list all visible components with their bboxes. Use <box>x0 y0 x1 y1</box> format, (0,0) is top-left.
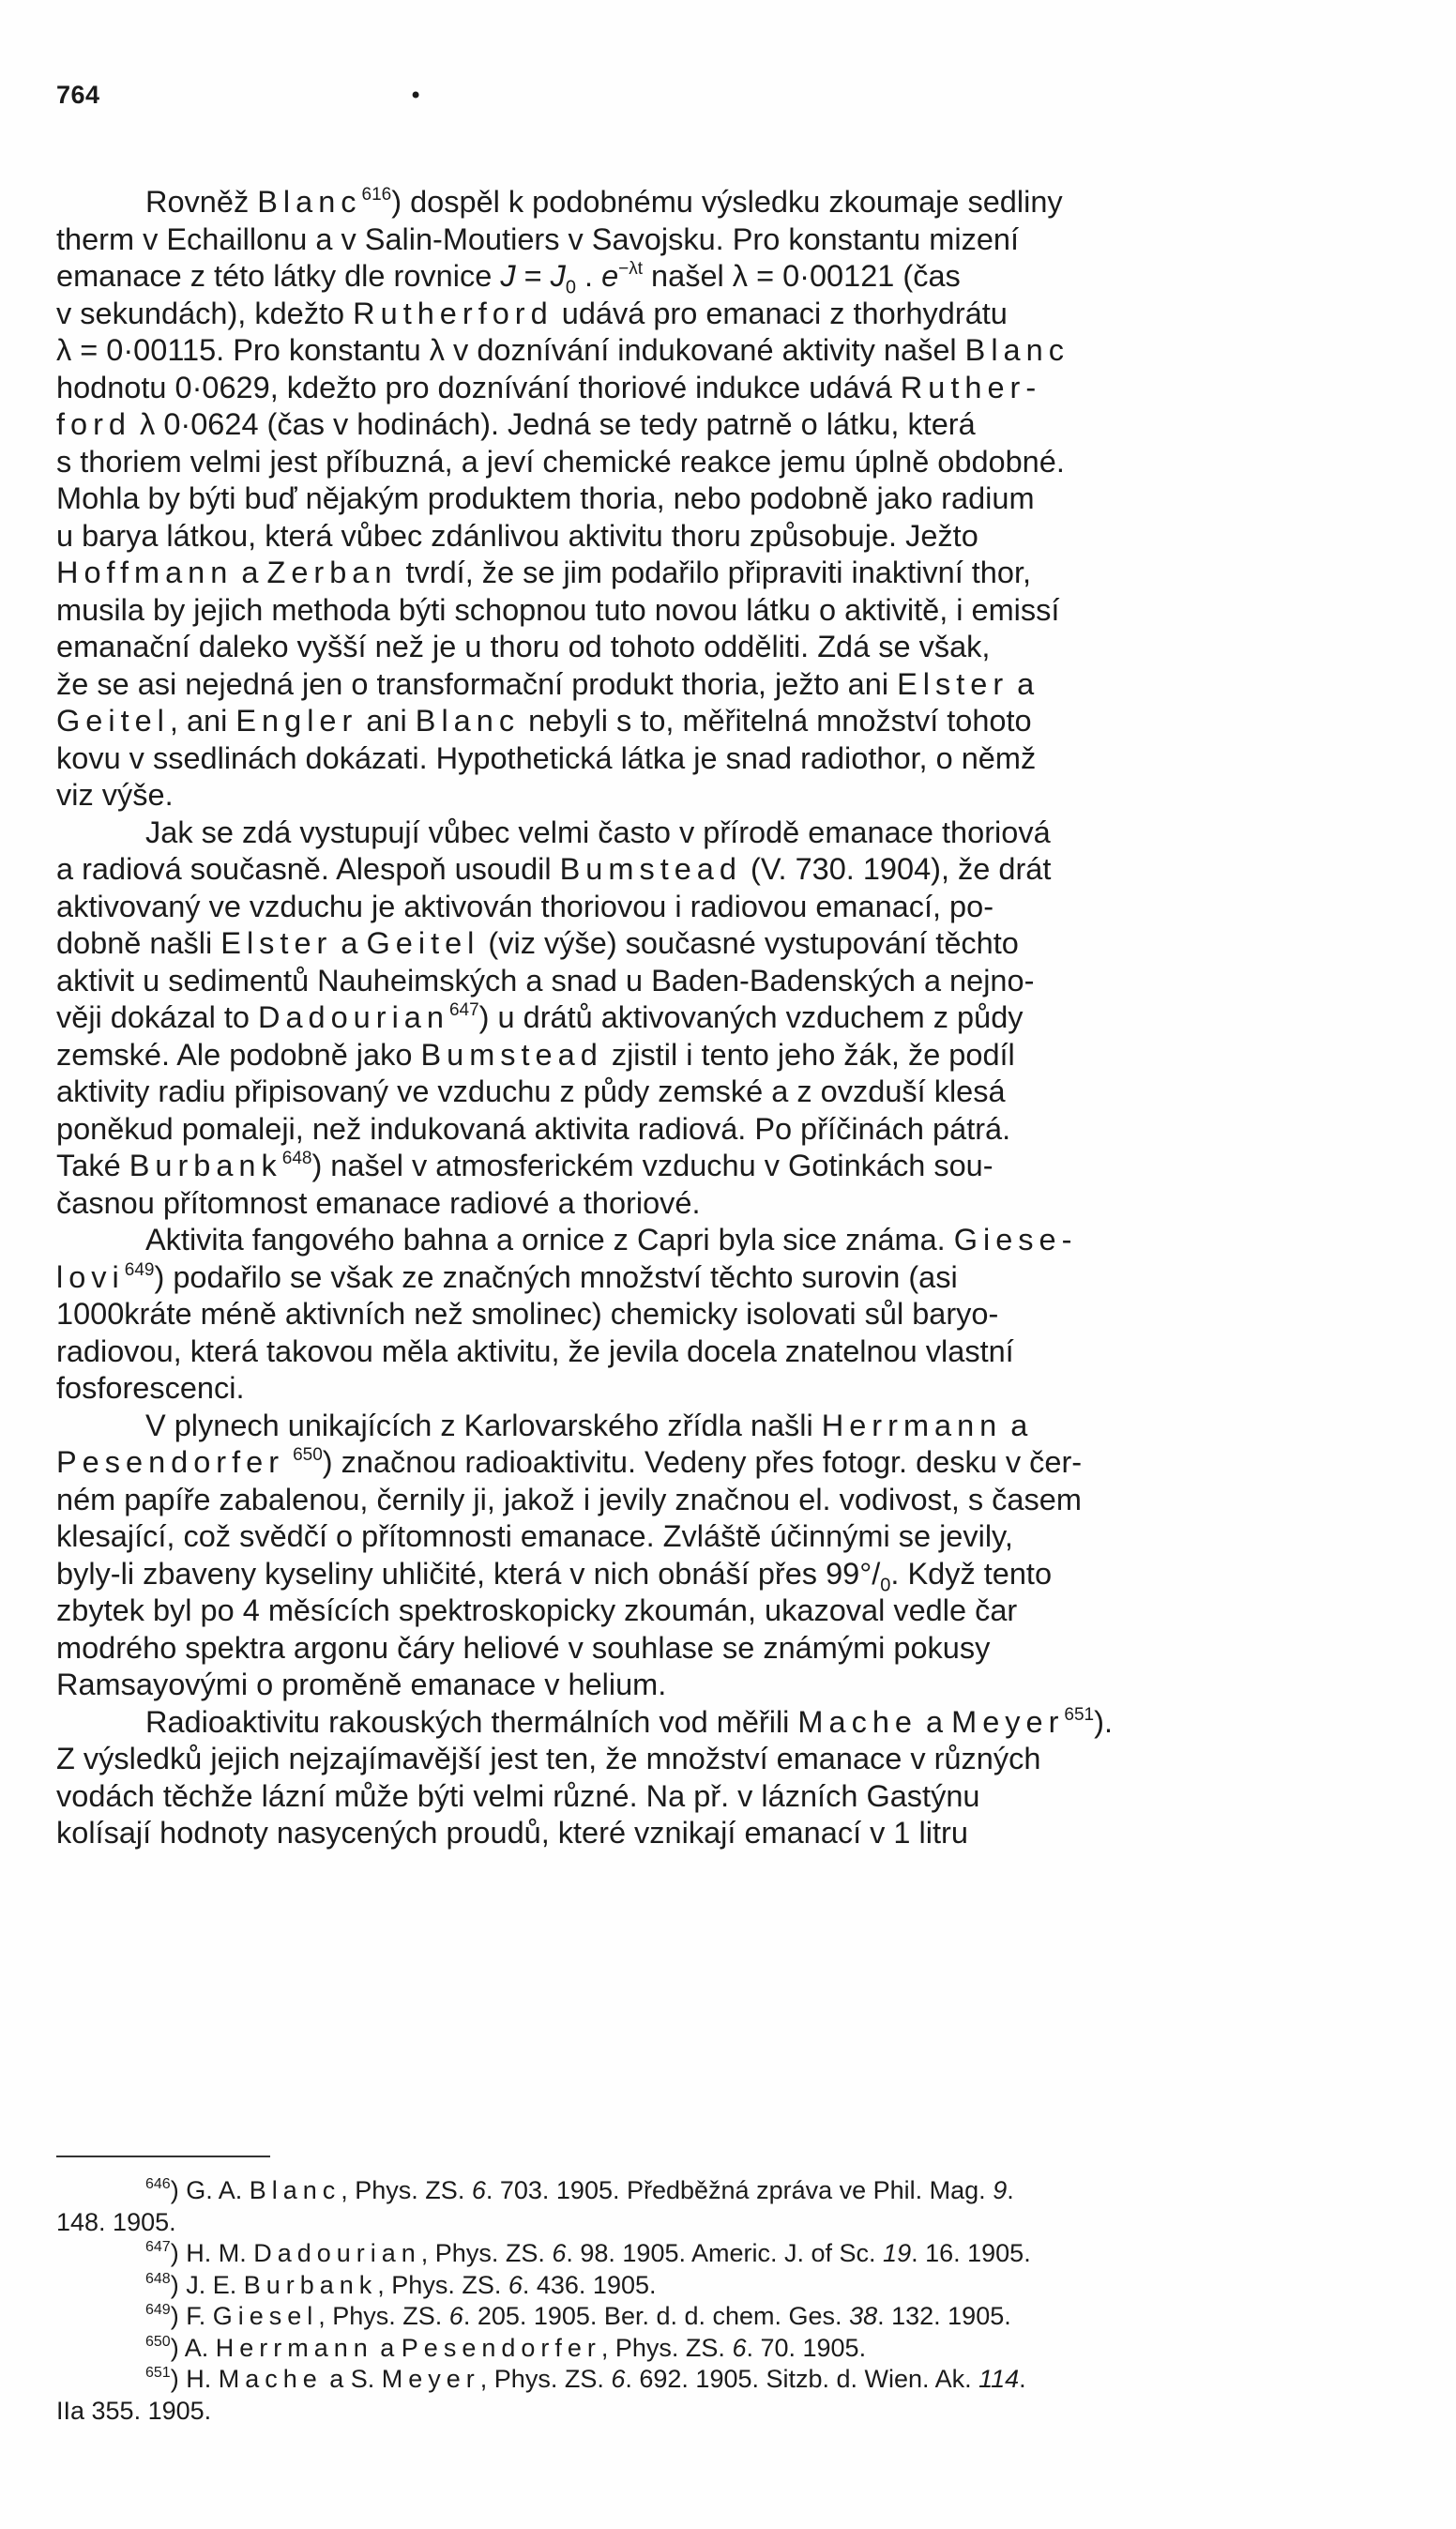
footnote-line: $^{646}$) G. A. Blanc, Phys. ZS. 6. 703. 1905. Předběžná zpráva ve Phil. Mag. 9. <box>145 2176 1014 2204</box>
text-line: Pesendorfer $^{650}$) značnou radioaktivitu. Vedeny přes fotogr. desku v čer- <box>56 1445 1083 1479</box>
footnote-rule <box>56 2156 270 2157</box>
text-line: fosforescenci. <box>56 1371 245 1405</box>
body-text <box>56 184 1411 1852</box>
text-line: V plynech unikajících z Karlovarského zřídla našli Herrmann a <box>145 1408 1028 1442</box>
text-line: kolísají hodnoty nasycených proudů, které vznikají emanací v 1 litru <box>56 1816 968 1850</box>
text-line: kovu v ssedlinách dokázati. Hypothetická látka je snad radiothor, o němž <box>56 740 1037 775</box>
text-line: modrého spektra argonu čáry heliové v souhlase se známými pokusy <box>56 1630 991 1665</box>
text-line: Aktivita fangového bahna a ornice z Capri byla sice známa. Giese- <box>145 1223 1078 1257</box>
text-line: radiovou, která takovou měla aktivitu, že jevila docela znatelnou vlastní <box>56 1333 1014 1368</box>
text-line: aktivity radiu připisovaný ve vzduchu z půdy zemské a z ovzduší klesá <box>56 1074 1006 1108</box>
text-line: klesající, což svědčí o přítomnosti emanace. Zvláště účinnými se jevily, <box>56 1519 1013 1553</box>
text-line: dobně našli Elster a Geitel (viz výše) současné vystupování těchto <box>56 926 1019 960</box>
text-line: hodnotu 0·0629, kdežto pro doznívání thoriové indukce udává Ruther- <box>56 370 1042 404</box>
footnote-line: $^{651}$) H. Mache a S. Meyer, Phys. ZS. 6. 692. 1905. Sitzb. d. Wien. Ak. 114. <box>145 2365 1026 2393</box>
text-line: věji dokázal to Dadourian$^{647}$) u drátů aktivovaných vzduchem z půdy <box>56 1000 1024 1034</box>
text-line: Radioaktivitu rakouských thermálních vod měřili Mache a Meyer$^{651}$). <box>145 1704 1113 1739</box>
text-line: Geitel, ani Engler ani Blanc nebyli s to, měřitelná množství tohoto <box>56 704 1032 738</box>
footnote-line: $^{649}$) F. Giesel, Phys. ZS. 6. 205. 1905. Ber. d. d. chem. Ges. 38. 132. 1905. <box>145 2302 1011 2330</box>
footnote-line: $^{647}$) H. M. Dadourian, Phys. ZS. 6. 98. 1905. Americ. J. of Sc. 19. 16. 1905. <box>145 2239 1031 2267</box>
footnote-line: 148. 1905. <box>56 2207 176 2236</box>
text-line: že se asi nejedná jen o transformační produkt thoria, ježto ani Elster a <box>56 666 1035 701</box>
footnote-line: $^{648}$) J. E. Burbank, Phys. ZS. 6. 436. 1905. <box>145 2270 657 2299</box>
text-line: therm v Echaillonu a v Salin-Moutiers v Savojsku. Pro konstantu mizení <box>56 221 1020 256</box>
text-line: aktivovaný ve vzduchu je aktivován thoriovou i radiovou emanací, po- <box>56 889 994 923</box>
text-line: ford λ 0·0624 (čas v hodinách). Jedná se tedy patrně o látku, která <box>56 407 976 441</box>
footnote-line: IIa 355. 1905. <box>56 2396 212 2425</box>
page-number: 764 <box>56 81 100 109</box>
text-line: časnou přítomnost emanace radiové a thoriové. <box>56 1185 701 1220</box>
footnotes <box>56 2175 1411 2427</box>
text-line: vodách těchže lázní může býti velmi různé. Na př. v lázních Gastýnu <box>56 1778 980 1813</box>
text-line: musila by jejich methoda býti schopnou tuto novou látku o aktivitě, i emissí <box>56 592 1060 627</box>
text-line: emanační daleko vyšší než je u thoru od tohoto odděliti. Zdá se však, <box>56 630 991 663</box>
text-line: Z výsledků jejich nejzajímavější jest ten, že množství emanace v různých <box>56 1742 1041 1775</box>
text-line: Také Burbank$^{648}$) našel v atmosferickém vzduchu v Gotinkách sou- <box>56 1149 993 1182</box>
footnote-line: $^{650}$) A. Herrmann a Pesendorfer, Phys. ZS. 6. 70. 1905. <box>145 2333 867 2362</box>
text-line: byly-li zbaveny kyseliny uhličité, která v nich obnáší přes $99^\circ/_0$. Když tento <box>56 1556 1053 1595</box>
text-line: poněkud pomaleji, než indukovaná aktivita radiová. Po příčinách pátrá. <box>56 1111 1011 1146</box>
page-dot: • <box>409 83 423 109</box>
text-line: Ramsayovými o proměně emanace v helium. <box>56 1668 667 1701</box>
text-line: emanace z této látky dle rovnice $J = J_0$ . $e^{-\lambda t}$ našel λ = 0·00121 (čas <box>56 259 961 298</box>
text-line: viz výše. <box>56 778 174 812</box>
text-line: ném papíře zabalenou, černily ji, jakož i jevily značnou el. vodivost, s časem <box>56 1482 1082 1516</box>
text-line: a radiová současně. Alespoň usoudil Bumstead (V. 730. 1904), že drát <box>56 852 1052 886</box>
text-line: λ = 0·00115. Pro konstantu λ v doznívání indukované aktivity našel Blanc <box>56 333 1069 367</box>
text-line: zbytek byl po 4 měsících spektroskopicky zkoumán, ukazoval vedle čar <box>56 1593 1018 1627</box>
text-line: Jak se zdá vystupují vůbec velmi často v přírodě emanace thoriová <box>145 815 1051 849</box>
text-line: u barya látkou, která vůbec zdánlivou aktivitu thoru způsobuje. Ježto <box>56 518 978 553</box>
text-line: Hoffmann a Zerban tvrdí, že se jim podařilo připraviti inaktivní thor, <box>56 556 1032 589</box>
text-line: s thoriem velmi jest příbuzná, a jeví chemické reakce jemu úplně obdobné. <box>56 444 1065 479</box>
text-line: 1000kráte méně aktivních než smolinec) chemicky isolovati sůl baryo- <box>56 1297 999 1331</box>
text-line: Mohla by býti buď nějakým produktem thoria, nebo podobně jako radium <box>56 481 1035 515</box>
text-line: aktivit u sedimentů Nauheimských a snad u Baden-Badenských a nejno- <box>56 963 1035 998</box>
text-line: v sekundách), kdežto Rutherford udává pro emanaci z thorhydrátu <box>56 296 1008 330</box>
text-line: Rovněž Blanc$^{616}$) dospěl k podobnému výsledku zkoumaje sedliny <box>145 185 1063 219</box>
text-line: lovi$^{649}$) podařilo se však ze značných množství těchto surovin (asi <box>56 1259 958 1294</box>
text-line: zemské. Ale podobně jako Bumstead zjistil i tento jeho žák, že podíl <box>56 1037 1015 1072</box>
